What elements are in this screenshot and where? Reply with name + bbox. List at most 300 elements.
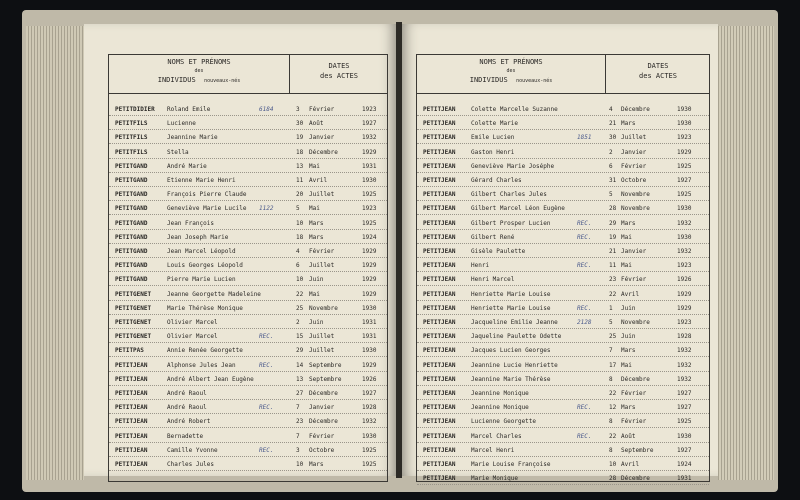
register-row [417,245,709,258]
surname: PETITGAND [115,219,148,227]
act-day: 31 [609,177,617,184]
act-day: 25 [609,333,617,341]
act-day: 14 [296,361,304,369]
row-rule [109,129,387,130]
register-row [109,373,387,386]
act-day: 7 [296,404,300,412]
act-day: 22 [609,390,617,397]
register-row [109,330,387,343]
names-individus: INDIVIDUS [469,76,508,84]
act-month: Avril [621,461,640,468]
register-row [417,188,709,201]
left-page [84,24,396,476]
surname: PETITGAND [115,276,148,284]
row-rule [109,186,387,187]
act-day: 5 [609,319,613,326]
register-row [109,444,387,457]
register-row [417,430,709,443]
row-rule [109,314,387,315]
act-month: Mai [309,162,320,170]
row-rule [109,158,387,159]
given-names: Marcel Charles [471,432,522,440]
surname: PETITJEAN [423,390,456,397]
given-names: Geneviève Marie Joséphe [471,162,555,170]
act-year: 1932 [677,219,692,227]
names-des: des [506,68,516,74]
act-month: Décembre [621,106,650,113]
act-year: 1926 [362,375,377,383]
surname: PETITJEAN [423,276,456,284]
act-day: 2 [609,148,613,156]
act-day: 18 [296,233,304,241]
given-names: André Raoul [167,390,207,397]
act-day: 22 [296,290,304,298]
act-month: Mai [621,233,632,241]
row-rule [417,356,709,357]
given-names: Stella [167,148,189,156]
act-month: Février [309,106,335,113]
surname: PETITJEAN [423,375,456,383]
act-day: 3 [296,106,300,113]
act-month: Juillet [309,262,335,270]
given-names: Camille Yvonne [167,446,218,454]
given-names: Etienne Marie Henri [167,177,236,184]
act-day: 5 [296,205,300,213]
act-year: 1928 [677,333,692,341]
row-rule [417,271,709,272]
act-month: Février [621,418,647,426]
given-names: Jacqueline Emilie Jeanne [471,319,558,326]
register-row [417,273,709,286]
act-day: 25 [296,304,304,312]
row-note: REC. [259,446,274,454]
register-row [417,103,709,116]
act-day: 28 [609,475,617,483]
given-names: Marcel Henri [471,446,515,454]
surname: PETITJEAN [423,319,456,326]
act-month: Mai [309,205,320,213]
register-row [417,330,709,343]
act-day: 12 [609,404,617,412]
act-day: 30 [609,134,617,142]
act-day: 5 [609,191,613,199]
act-month: Mars [621,120,636,128]
surname: PETITPAS [115,347,144,355]
surname: PETITGENET [115,333,152,341]
surname: PETITGAND [115,177,148,184]
row-rule [417,342,709,343]
given-names: Roland Emile [167,106,211,113]
act-year: 1923 [677,319,692,326]
act-year: 1925 [362,446,377,454]
given-names: Jeanne Georgette Madeleine [167,290,261,298]
row-rule [417,442,709,443]
act-month: Mai [309,290,320,298]
given-names: Louis Georges Léopold [167,262,243,270]
act-day: 10 [296,276,304,284]
row-note: REC. [259,361,274,369]
surname: PETITJEAN [115,390,148,397]
row-note: REC. [577,219,592,227]
act-year: 1931 [677,475,692,483]
act-year: 1925 [362,219,377,227]
right-table-header [417,55,709,94]
row-rule [109,143,387,144]
act-day: 19 [609,233,617,241]
given-names: François Pierre Claude [167,191,247,199]
given-names: Marie Louise Françoise [471,461,551,468]
register-row [417,302,709,315]
act-month: Juillet [621,134,647,142]
act-day: 2 [296,319,300,326]
row-note: REC. [577,432,592,440]
register-row [417,231,709,244]
surname: PETITJEAN [423,461,456,468]
row-note: 1851 [577,134,592,142]
given-names: André Marie [167,162,207,170]
row-rule [109,371,387,372]
register-row [417,131,709,144]
given-names: Henri Marcel [471,276,515,284]
register-row [109,103,387,116]
act-month: Janvier [309,134,335,142]
row-rule [417,371,709,372]
act-day: 11 [296,177,304,184]
given-names: Pierre Marie Lucien [167,276,236,284]
act-month: Juin [621,304,636,312]
dates-title: DATES [328,62,350,70]
given-names: Alphonse Jules Jean [167,361,236,369]
act-year: 1932 [677,347,692,355]
act-month: Février [309,248,335,255]
surname: PETITJEAN [423,205,456,213]
act-day: 27 [296,390,304,397]
act-month: Octobre [621,177,647,184]
act-day: 21 [609,120,617,128]
surname: PETITJEAN [115,361,148,369]
act-year: 1929 [362,262,377,270]
given-names: Geneviève Marie Lucile [167,205,247,213]
row-rule [109,413,387,414]
row-rule [417,385,709,386]
act-month: Novembre [621,319,650,326]
act-day: 10 [609,461,617,468]
row-rule [417,314,709,315]
surname: PETITJEAN [423,177,456,184]
act-year: 1930 [677,106,692,113]
surname: PETITJEAN [423,262,456,270]
act-day: 17 [609,361,617,369]
given-names: Lucienne [167,120,196,128]
row-rule [109,328,387,329]
row-note: 6184 [259,106,274,113]
surname: PETITGAND [115,262,148,270]
act-day: 13 [296,375,304,383]
row-rule [417,143,709,144]
act-year: 1925 [677,162,692,170]
act-year: 1929 [677,304,692,312]
row-rule [109,456,387,457]
given-names: André Albert Jean Eugène [167,375,254,383]
register-row [417,288,709,301]
surname: PETITJEAN [423,134,456,142]
surname: PETITGAND [115,162,148,170]
row-rule [417,456,709,457]
surname: PETITJEAN [423,248,456,255]
given-names: Gaston Henri [471,148,515,156]
register-row [109,188,387,201]
act-day: 8 [609,375,613,383]
given-names: Marie Thérèse Monique [167,304,243,312]
surname: PETITGENET [115,319,152,326]
act-month: Septembre [309,375,342,383]
row-rule [109,342,387,343]
surname: PETITGAND [115,191,148,199]
row-rule [417,243,709,244]
act-month: Juin [309,319,324,326]
register-row [417,344,709,357]
act-day: 30 [296,120,304,128]
row-rule [109,229,387,230]
given-names: André Raoul [167,404,207,412]
act-year: 1928 [362,404,377,412]
row-rule [109,285,387,286]
act-year: 1929 [362,148,377,156]
act-month: Juillet [309,333,335,341]
act-day: 6 [296,262,300,270]
register-row [109,202,387,215]
surname: PETITGENET [115,290,152,298]
act-month: Novembre [309,304,338,312]
act-month: Mai [621,361,632,369]
register-row [109,174,387,187]
act-month: Mars [621,404,636,412]
dates-sub: des ACTES [639,72,677,80]
register-row [109,160,387,173]
act-day: 4 [609,106,613,113]
act-month: Février [621,276,647,284]
row-note: REC. [577,304,592,312]
left-page-stack [26,26,84,480]
given-names: Colette Marie [471,120,518,128]
row-note: 2128 [577,319,592,326]
act-day: 8 [609,446,613,454]
act-month: Août [621,432,636,440]
row-note: REC. [577,404,592,412]
act-day: 4 [296,248,300,255]
given-names: Jean Marcel Léopold [167,248,236,255]
given-names: Gilbert Prosper Lucien [471,219,551,227]
act-day: 28 [609,205,617,213]
dates-title: DATES [647,62,669,70]
row-rule [417,186,709,187]
given-names: Henri [471,262,490,270]
given-names: Gérard Charles [471,177,522,184]
act-day: 23 [296,418,304,426]
act-year: 1930 [362,432,377,440]
row-rule [109,257,387,258]
given-names: Gilbert Charles Jules [471,191,547,199]
register-row [417,117,709,130]
surname: PETITJEAN [423,148,456,156]
act-month: Mars [621,347,636,355]
surname: PETITJEAN [423,475,456,483]
act-month: Septembre [309,361,342,369]
surname: PETITJEAN [115,375,148,383]
surname: PETITJEAN [423,361,456,369]
act-year: 1931 [362,319,377,326]
row-rule [417,470,709,471]
act-year: 1925 [677,191,692,199]
register-row [109,359,387,372]
row-rule [417,484,709,485]
given-names: Jeannine Monique [471,390,529,397]
act-year: 1930 [677,432,692,440]
given-names: Jeannine Lucie Henriette [471,361,558,369]
given-names: Olivier Marcel [167,333,218,341]
surname: PETITJEAN [115,418,148,426]
surname: PETITFILS [115,148,148,156]
register-row [417,472,709,485]
given-names: Bernadette [167,432,204,440]
act-year: 1930 [677,205,692,213]
right-page [402,24,718,483]
act-day: 10 [296,219,304,227]
surname: PETITGAND [115,248,148,255]
act-month: Décembre [621,475,650,483]
act-year: 1930 [677,233,692,241]
row-rule [109,243,387,244]
row-rule [417,158,709,159]
dates-column-header [605,61,711,81]
surname: PETITJEAN [423,333,456,341]
act-day: 7 [296,432,300,440]
act-day: 19 [296,134,304,142]
given-names: Gilbert René [471,233,515,241]
register-row [417,387,709,400]
surname: PETITJEAN [423,162,456,170]
row-rule [417,129,709,130]
names-individus: INDIVIDUS [157,76,196,84]
register-row [417,259,709,272]
surname: PETITJEAN [423,233,456,241]
act-year: 1931 [362,162,377,170]
act-month: Mai [621,262,632,270]
row-rule [417,399,709,400]
register-row [417,373,709,386]
surname: PETITJEAN [115,432,148,440]
act-year: 1932 [677,361,692,369]
names-column-header [417,58,605,86]
row-rule [109,442,387,443]
given-names: Henriette Marie Louise [471,290,551,298]
act-month: Février [621,162,647,170]
register-row [417,359,709,372]
act-year: 1923 [677,134,692,142]
act-day: 11 [609,262,617,270]
act-year: 1932 [677,248,692,255]
row-rule [417,115,709,116]
register-row [109,131,387,144]
row-rule [417,328,709,329]
act-month: Août [309,120,324,128]
row-rule [109,356,387,357]
row-rule [109,300,387,301]
names-nouveaux: nouveaux-nés [516,78,553,84]
register-row [109,117,387,130]
act-month: Novembre [621,205,650,213]
surname: PETITJEAN [423,290,456,298]
act-year: 1930 [362,304,377,312]
register-row [417,160,709,173]
row-note: REC. [259,333,274,341]
act-day: 21 [609,248,617,255]
act-month: Mars [309,219,324,227]
act-year: 1929 [362,276,377,284]
given-names: Charles Jules [167,461,214,468]
act-year: 1924 [362,233,377,241]
row-rule [109,399,387,400]
row-rule [109,271,387,272]
act-day: 29 [296,347,304,355]
act-day: 10 [296,461,304,468]
given-names: Jeannine Marie Thérèse [471,375,551,383]
row-note: REC. [577,233,592,241]
act-day: 23 [609,276,617,284]
row-note: 1122 [259,205,274,213]
given-names: Jeannine Marie [167,134,218,142]
act-day: 7 [609,347,613,355]
surname: PETITJEAN [115,404,148,412]
act-year: 1929 [362,361,377,369]
act-day: 22 [609,432,617,440]
row-rule [417,285,709,286]
act-year: 1923 [362,205,377,213]
act-month: Juillet [309,347,335,355]
act-month: Mars [621,219,636,227]
register-row [417,174,709,187]
given-names: Lucienne Georgette [471,418,537,426]
act-year: 1927 [362,390,377,397]
act-month: Juin [309,276,324,284]
surname: PETITFILS [115,120,148,128]
act-month: Janvier [621,148,647,156]
row-rule [109,385,387,386]
act-year: 1930 [362,347,377,355]
row-rule [417,229,709,230]
row-rule [417,427,709,428]
given-names: Jean Joseph Marie [167,233,229,241]
register-row [417,217,709,230]
act-month: Décembre [621,375,650,383]
register-row [109,288,387,301]
register-row [109,430,387,443]
surname: PETITGAND [115,233,148,241]
names-des: des [194,68,204,74]
act-year: 1927 [677,404,692,412]
act-month: Avril [309,177,328,184]
row-rule [109,214,387,215]
surname: PETITJEAN [115,461,148,468]
act-month: Septembre [621,446,654,454]
register-row [109,387,387,400]
register-row [417,444,709,457]
register-row [417,458,709,471]
register-row [417,401,709,414]
row-rule [109,172,387,173]
act-day: 15 [296,333,304,341]
act-year: 1929 [362,248,377,255]
